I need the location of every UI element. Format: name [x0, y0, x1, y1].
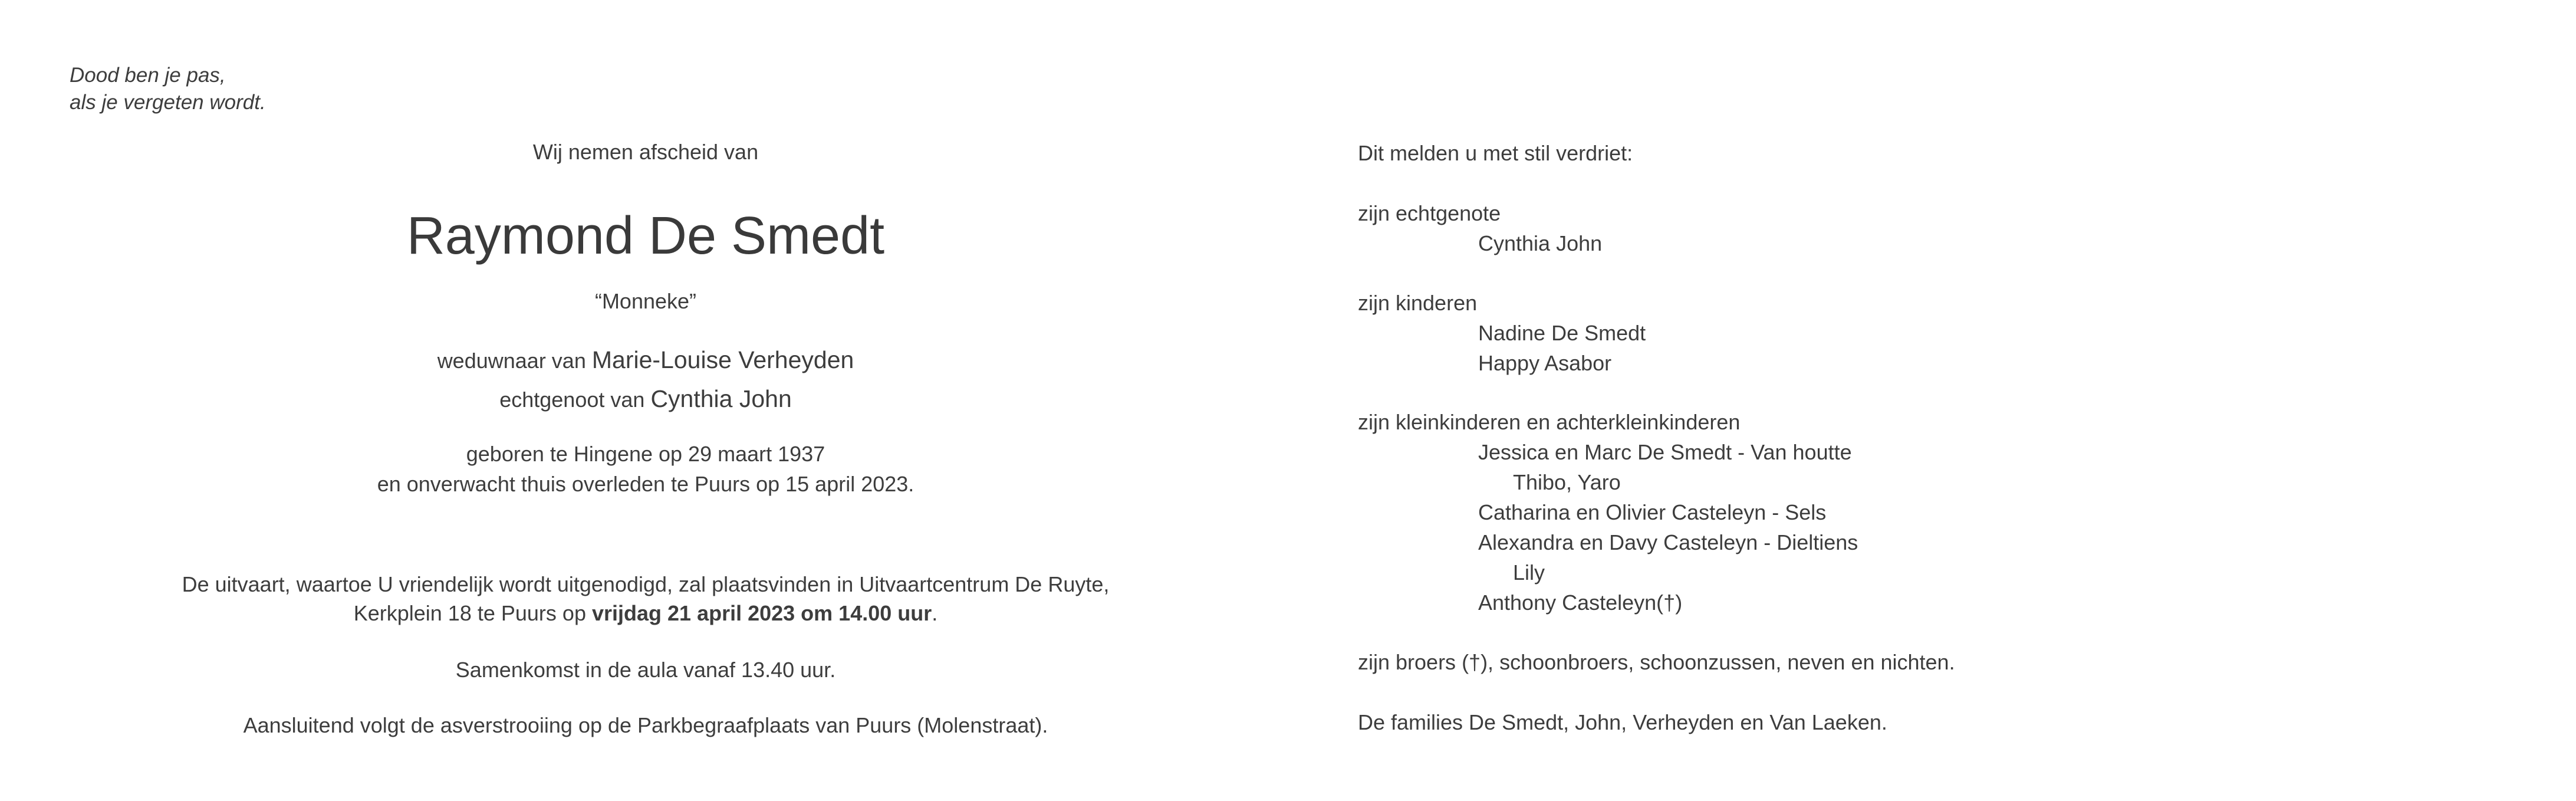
death-line: en onverwacht thuis overleden te Puurs op 15 april 2023. — [377, 472, 914, 496]
child-entry: Nadine De Smedt — [1478, 321, 1646, 345]
birth-line: geboren te Hingene op 29 maart 1937 — [466, 442, 825, 466]
scatter-line: Aansluitend volgt de asverstrooiing op de Parkbegraafplaats van Puurs (Molenstraat). — [243, 713, 1048, 737]
intro-text: Wij nemen afscheid van — [532, 140, 759, 164]
siblings-line: zijn broers (†), schoonbroers, schoonzussen, neven en nichten. — [1358, 650, 1955, 674]
families-line: De families De Smedt, John, Verheyden en Van Laeken. — [1358, 710, 1887, 734]
spouse-name: Cynthia John — [650, 385, 792, 412]
spouse-entry: Cynthia John — [1478, 231, 1603, 255]
funeral-line-2-prefix: Kerkplein 18 te Puurs op — [353, 601, 586, 625]
widower-name: Marie-Louise Verheyden — [591, 346, 854, 373]
nickname: “Monneke” — [594, 289, 697, 313]
quote-line-1: Dood ben je pas, — [70, 64, 226, 87]
grandchild-entry: Catharina en Olivier Casteleyn - Sels — [1478, 500, 1827, 524]
widower-prefix: weduwnaar van — [437, 349, 586, 373]
great-grandchild-entry: Thibo, Yaro — [1513, 470, 1621, 494]
funeral-line-2 — [0, 599, 1291, 628]
grandchild-entry: Anthony Casteleyn(†) — [1478, 590, 1683, 615]
spouse-prefix: echtgenoot van — [499, 388, 645, 412]
funeral-block — [0, 570, 1291, 628]
quote — [70, 62, 266, 116]
widower-line — [0, 343, 1291, 377]
grandchild-entry: Jessica en Marc De Smedt - Van houtte — [1478, 440, 1852, 464]
funeral-line-2-suffix: . — [932, 601, 938, 625]
family-intro: Dit melden u met stil verdriet: — [1358, 141, 1633, 165]
spouse-line — [0, 382, 1291, 416]
grandchild-entry: Alexandra en Davy Casteleyn - Dieltiens — [1478, 530, 1858, 554]
child-entry: Happy Asabor — [1478, 351, 1612, 375]
children-label: zijn kinderen — [1358, 291, 1478, 315]
quote-line-2: als je vergeten wordt. — [70, 91, 266, 114]
great-grandchild-entry: Lily — [1513, 560, 1545, 585]
grandchildren-label: zijn kleinkinderen en achterkleinkinderen — [1358, 410, 1741, 434]
deceased-name: Raymond De Smedt — [406, 206, 885, 265]
birth-death-block — [0, 439, 1291, 499]
meeting-line: Samenkomst in de aula vanaf 13.40 uur. — [455, 658, 836, 682]
funeral-line-1: De uitvaart, waartoe U vriendelijk wordt uitgenodigd, zal plaatsvinden in Uitvaartcentrum De Ruyte, — [182, 572, 1110, 596]
spouse-label: zijn echtgenote — [1358, 201, 1501, 225]
funeral-date: vrijdag 21 april 2023 om 14.00 uur — [591, 601, 932, 625]
